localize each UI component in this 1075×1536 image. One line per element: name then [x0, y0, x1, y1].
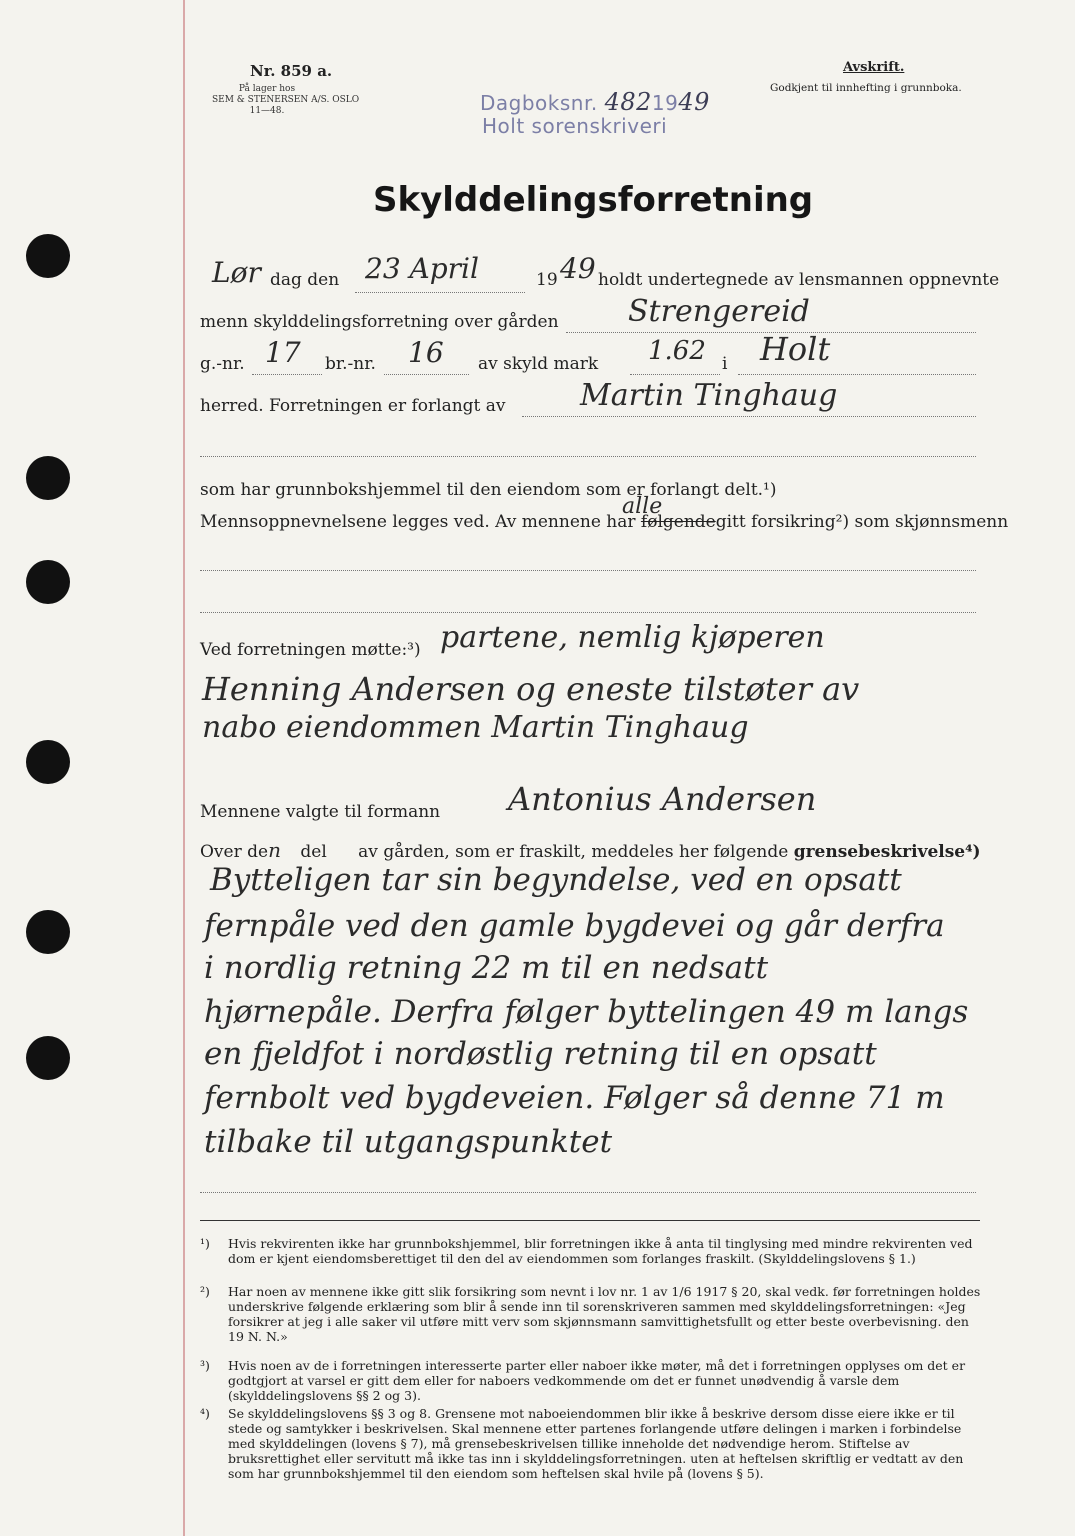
gnr-dots	[252, 374, 322, 375]
holdt-text: holdt undertegnede av lensmannen oppnevnte	[598, 270, 1000, 290]
boundary-line-5: en fjeldfot i nordøstlig retning til en opsatt	[204, 1036, 877, 1072]
punch-hole-1	[26, 234, 70, 278]
boundary-line-6: fernbolt ved bygdeveien. Følger så denne 71 m	[204, 1080, 945, 1116]
formann-hand: Antonius Andersen	[508, 780, 817, 818]
menn-label: menn skylddelingsforretning over gården	[200, 312, 559, 332]
herred-hand: Holt	[760, 330, 831, 368]
boundary-line-1: Bytteligen tar sin begyndelse, ved en opsatt	[210, 862, 902, 898]
brnr-dots	[384, 374, 469, 375]
skyld-dots	[630, 374, 720, 375]
year-hand: 49	[560, 252, 596, 285]
over-line: Over den del av gården, som er fraskilt, meddeles her følgende grensebeskrivelse⁴)	[200, 838, 981, 862]
motte-label: Ved forretningen møtte:³)	[200, 640, 421, 660]
dag-den-label: dag den	[270, 270, 340, 290]
requester-dots	[522, 416, 976, 417]
boundary-line-3: i nordlig retning 22 m til en nedsatt	[204, 950, 769, 986]
footnote-rule	[200, 1220, 980, 1221]
herred-dots	[738, 374, 976, 375]
punch-hole-2	[26, 456, 70, 500]
gnr-label: g.-nr.	[200, 354, 245, 374]
blank-dots-1	[200, 456, 976, 457]
punch-hole-4	[26, 740, 70, 784]
motte-hand-1: partene, nemlig kjøperen	[440, 620, 825, 655]
footnote-2: ²) Har noen av mennene ikke gitt slik forsikring som nevnt i lov nr. 1 av 1/6 1917 § 20, skal vedk. før forretningen holdes underskrive følgende erklæring som blir å sende inn til sorenskriveren sammen med skylddelingsforretningen: «Jeg forsikrer at jeg i alle saker vil utføre mitt verv som skjønnsmann samvittighetsfullt og etter beste overbevisning. den 19 N. N.»	[200, 1284, 981, 1344]
blank-dots-4	[200, 1192, 976, 1193]
footnote-1: ¹) Hvis rekvirenten ikke har grunnbokshjemmel, blir forretningen ikke å anta til tinglysing med mindre rekvirenten ved dom er kjent eiendomsberettiget til den del av eiendommen som forlanges fraskilt. (Skylddelingslovens § 1.)	[200, 1236, 973, 1266]
brnr-label: br.-nr.	[325, 354, 376, 374]
requester-hand: Martin Tinghaug	[580, 378, 838, 413]
footnote-3: ³) Hvis noen av de i forretningen interesserte parter eller naboer ikke møter, må det i forretningen opplyses om det er godtgjort at varsel er gitt dem eller for naboers vedkommende om det er funnet unødvendig å varsle dem (skylddelingslovens §§ 2 og 3).	[200, 1358, 966, 1403]
i-label: i	[722, 354, 728, 374]
motte-hand-2: Henning Andersen og eneste tilstøter av	[202, 670, 860, 708]
farm-hand: Strengereid	[628, 294, 810, 329]
boundary-line-7: tilbake til utgangspunktet	[204, 1124, 613, 1160]
formann-label: Mennene valgte til formann	[200, 802, 441, 822]
skyld-hand: 1.62	[648, 336, 706, 366]
approval-note: Godkjent til innhefting i grunnboka.	[770, 82, 962, 94]
punch-hole-6	[26, 1036, 70, 1080]
footnote-4: ⁴) Se skylddelingslovens §§ 3 og 8. Grensene mot naboeiendommen blir ikke å beskrive dersom disse eiere ikke er til stede og samtykker i beskrivelsen. Skal mennene etter partenes forlangende utføre delingen i marken i forbindelse med skylddelingen (lovens § 7), må grensebeskrivelsen tillike inneholde det nødvendige herom. Stiftelse av bruksrettighet eller servitutt må ikke tas inn i skylddelingsforretningen. uten at heftelsen skriftlig er vedtatt av den som har grunnbokshjemmel til den eiendom som heftelsen skal hvile på (lovens § 5).	[200, 1406, 964, 1481]
boundary-line-4: hjørnepåle. Derfra følger byttelingen 49 m langs	[204, 994, 969, 1030]
page-title: Skylddelingsforretning	[373, 180, 814, 220]
year-prefix: 19	[536, 270, 558, 290]
date-hand: 23 April	[365, 252, 479, 285]
brnr-hand: 16	[408, 336, 444, 369]
gnr-hand: 17	[265, 336, 301, 369]
menn-line: Mennsoppnevnelsene legges ved. Av mennene har følgendegitt forsikring²) som skjønnsmenn	[200, 512, 1009, 532]
alle-hand: alle	[622, 494, 663, 519]
copy-label: Avskrift.	[843, 60, 905, 75]
boundary-line-2: fernpåle ved den gamle bygdevei og går derfra	[204, 908, 945, 944]
date-dots	[355, 292, 525, 293]
journal-stamp: Dagboksnr. 4821949	[480, 88, 710, 116]
margin-line	[183, 0, 185, 1536]
blank-dots-3	[200, 612, 976, 613]
publisher-info: På lager hos SEM & STENERSEN A/S. OSLO 11—48.	[212, 84, 360, 116]
punch-hole-5	[26, 910, 70, 954]
punch-hole-3	[26, 560, 70, 604]
stamp-office: Holt sorenskriveri	[482, 114, 668, 138]
weekday-hand: Lør	[212, 256, 261, 289]
grunnbok-line: som har grunnbokshjemmel til den eiendom som er forlangt delt.¹)	[200, 480, 777, 500]
blank-dots-2	[200, 570, 976, 571]
motte-hand-3: nabo eiendommen Martin Tinghaug	[202, 710, 749, 745]
form-number: Nr. 859 a.	[250, 62, 333, 80]
herred-label: herred. Forretningen er forlangt av	[200, 396, 506, 416]
skyld-label: av skyld mark	[478, 354, 599, 374]
